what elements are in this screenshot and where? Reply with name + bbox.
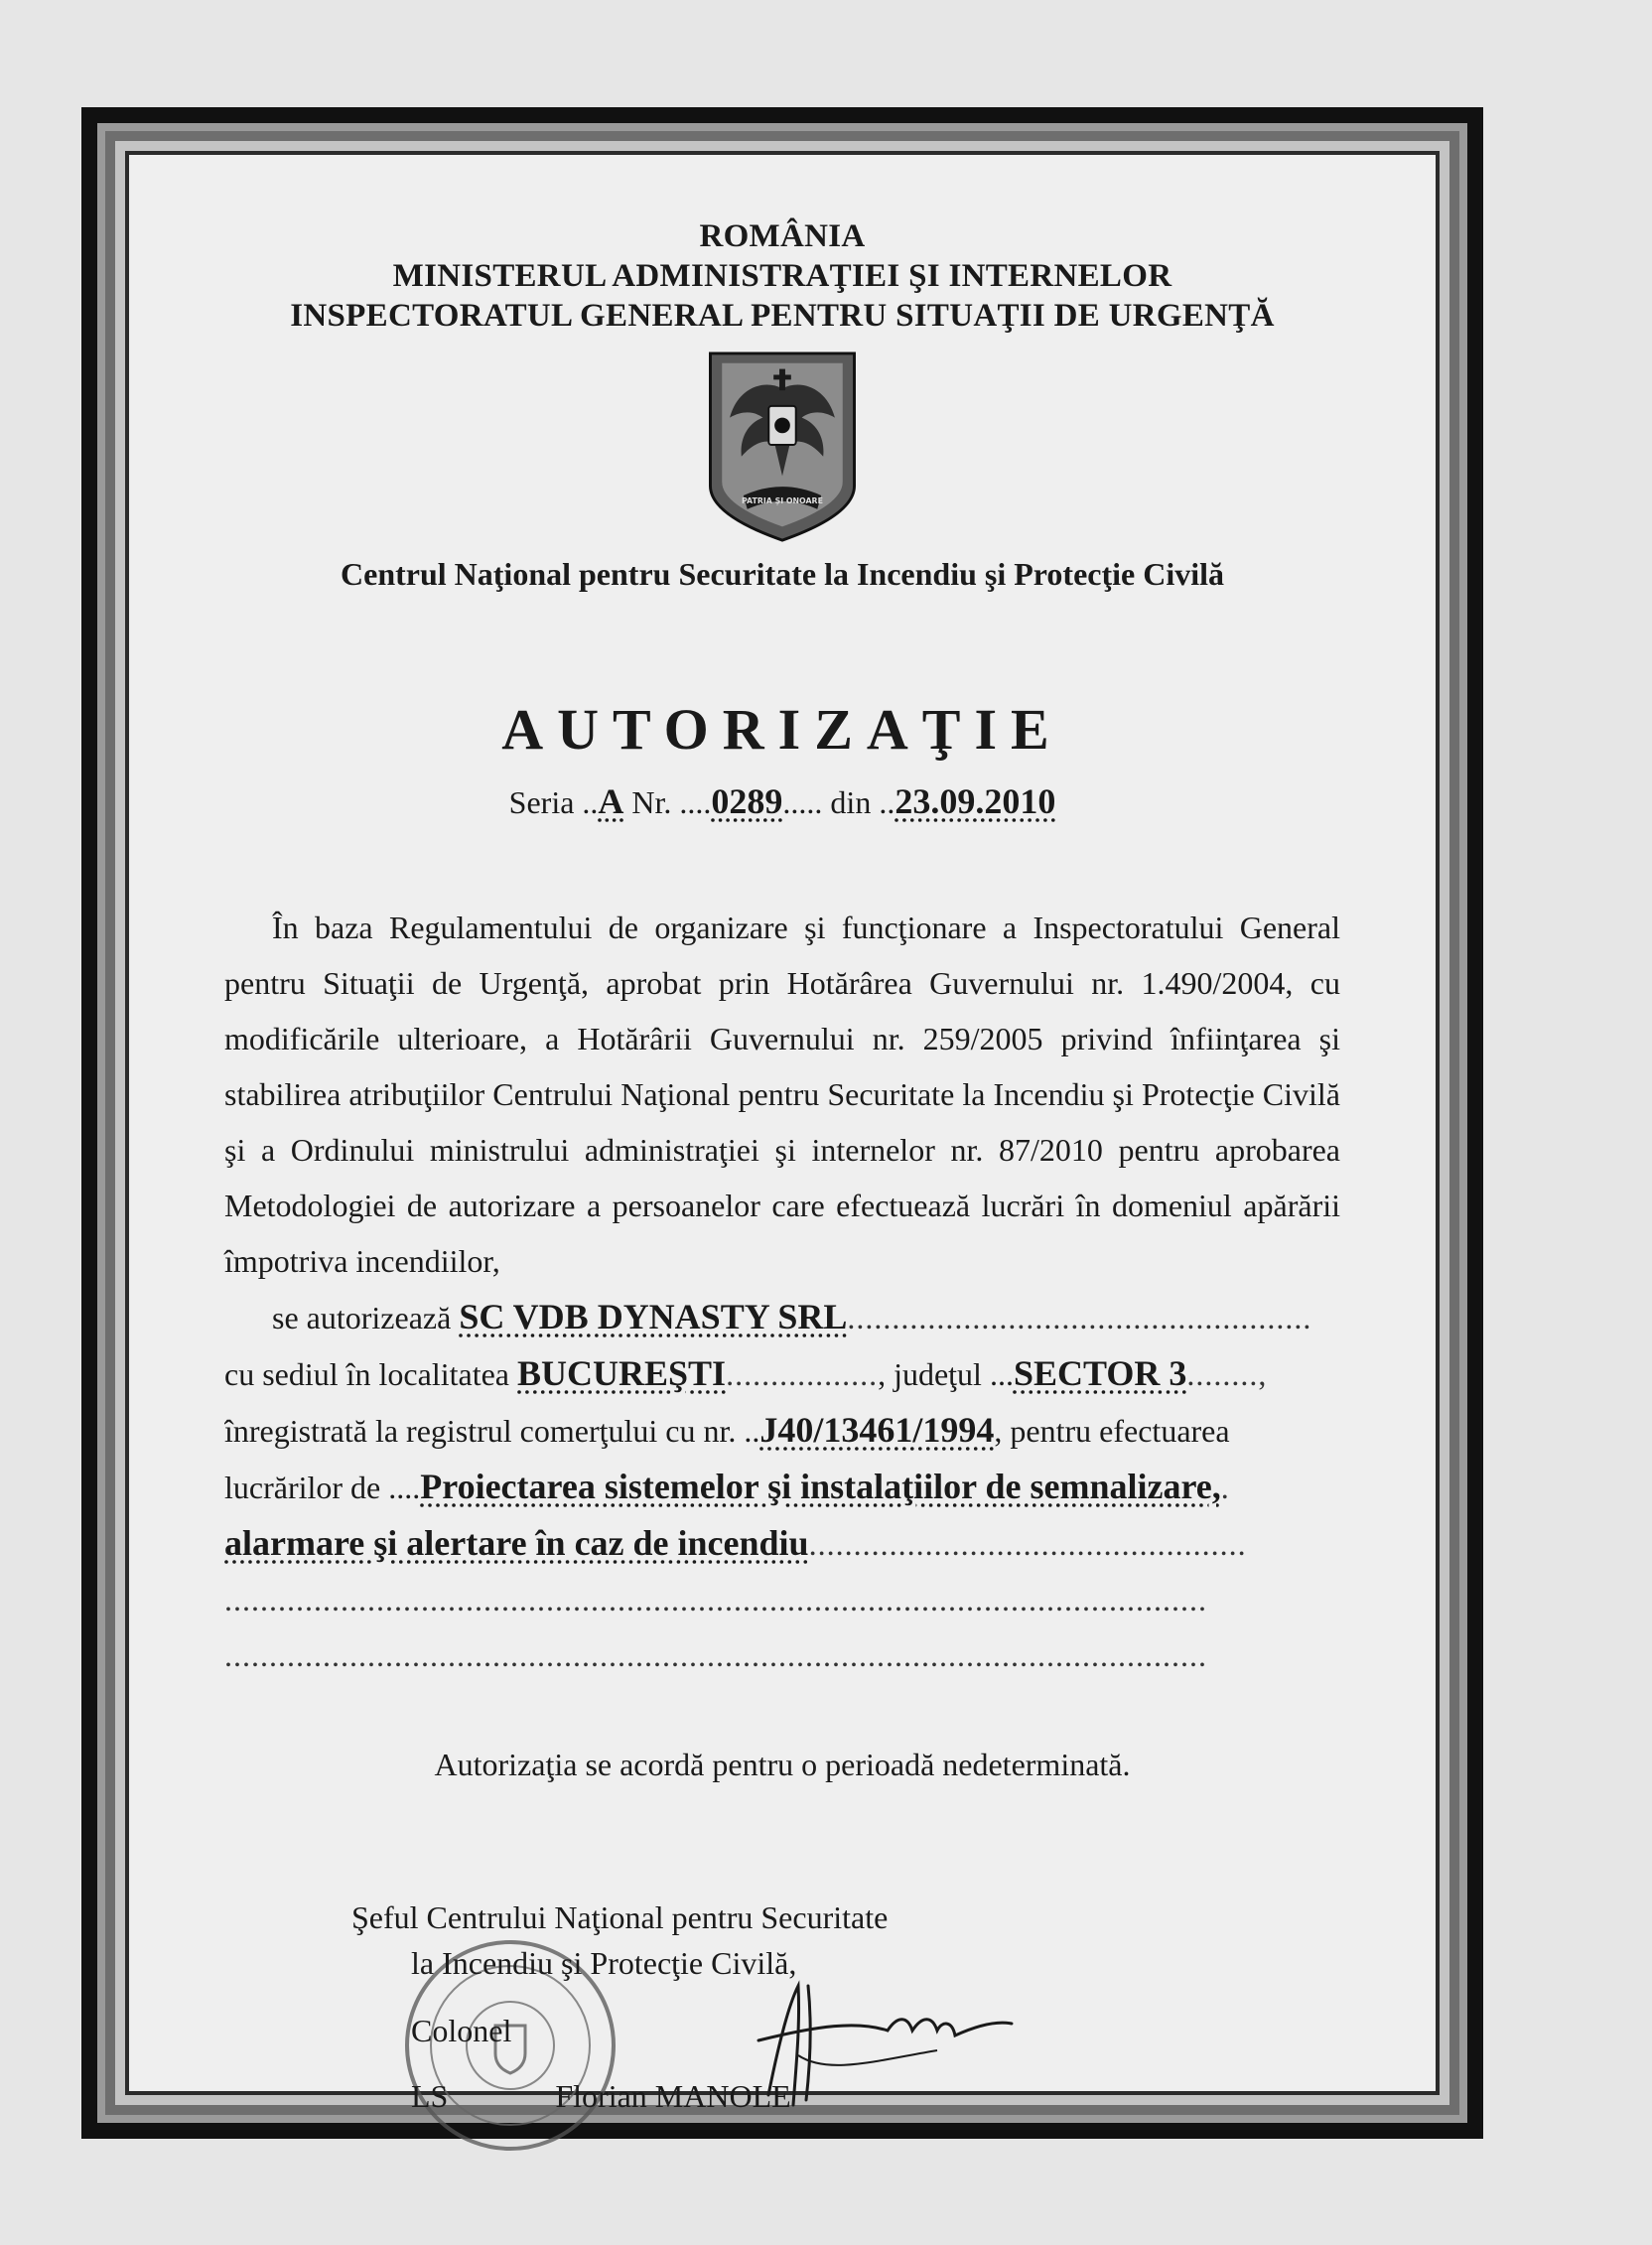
seria-value: A (598, 781, 624, 821)
signatory-name: Florian MANOLE (555, 2078, 791, 2114)
validity-statement: Autorizaţia se acordă pentru o perioadă nedeterminată. (434, 1747, 1131, 1782)
registry-label: înregistrată la registrul comerţului cu nr. .. (224, 1413, 760, 1449)
authorization-fields (224, 1289, 1340, 1683)
header-inspectorate: INSPECTORATUL GENERAL PENTRU SITUAŢII DE URGENŢĂ (290, 298, 1275, 334)
registry-suffix: , pentru efectuarea (994, 1413, 1230, 1449)
registry-row (224, 1402, 1340, 1459)
registry-number: J40/13461/1994 (759, 1410, 995, 1450)
nr-value: 0289 (711, 781, 783, 821)
blank-row-1: .............................................................................................................. (224, 1582, 1207, 1617)
nr-label: Nr. .... (631, 784, 712, 820)
company-name: SC VDB DYNASTY SRL (459, 1297, 848, 1336)
certificate-border-outer (81, 107, 1483, 2139)
authorized-label: se autorizează (272, 1300, 452, 1335)
header-ministry: MINISTERUL ADMINISTRAŢIEI ŞI INTERNELOR (392, 258, 1172, 294)
city-value: BUCUREŞTI (517, 1353, 727, 1393)
certificate-border-middle (105, 131, 1459, 2115)
signatory-rank: Colonel (411, 2013, 512, 2048)
ls-label: LS (411, 2078, 449, 2114)
certificate-border-inner (125, 151, 1440, 2114)
din-label: ..... din .. (782, 784, 895, 820)
signatory-title-line-1: Şeful Centrului Naţional pentru Securitate (351, 1899, 889, 1935)
certificate-page (129, 155, 1436, 2114)
company-row: se autorizează SC VDB DYNASTY SRL.................................................... (272, 1297, 1312, 1336)
works-row-2: alarmare şi alertare în caz de incendiu................................................. (224, 1523, 1247, 1563)
serial-line (224, 780, 1340, 822)
header-country: ROMÂNIA (699, 218, 866, 254)
county-value: SECTOR 3 (1013, 1353, 1187, 1393)
document-title: AUTORIZAŢIE (501, 697, 1063, 762)
works-line-1: Proiectarea sistemelor şi instalaţiilor de semnalizare, (420, 1467, 1221, 1506)
seria-label: Seria .. (508, 784, 599, 820)
county-label: , judeţul ... (878, 1356, 1014, 1392)
seat-row: cu sediul în localitatea BUCUREŞTI................., judeţul ...SECTOR 3........, (224, 1353, 1268, 1393)
works-label: lucrărilor de .... (224, 1470, 421, 1505)
seat-label: cu sediul în localitatea (224, 1356, 509, 1392)
signatory-title-line-2: la Incendiu şi Protecţie Civilă, (411, 1945, 797, 1981)
works-line-2: alarmare şi alertare în caz de incendiu (224, 1523, 809, 1563)
works-row-1: lucrărilor de ....Proiectarea sistemelor şi instalaţiilor de semnalizare,. (224, 1467, 1230, 1506)
signatory-name-line (351, 2073, 1340, 2119)
blank-row-2: .............................................................................................................. (224, 1637, 1207, 1673)
crest-emblem-icon (704, 350, 861, 544)
date-value: 23.09.2010 (895, 781, 1056, 821)
legal-basis-paragraph: În baza Regulamentului de organizare şi funcţionare a Inspectoratului General pentru Situaţii de Urgenţă, aprobat prin Hotărârea Guvernului nr. 1.490/2004, cu modificările ulterioare, a Hotărârii Guvernului nr. 259/2005 privind înfiinţarea şi stabilirea atribuţiilor Centrului Naţional pentru Securitate la Incendiu şi Protecţie Civilă şi a Ordinului ministrului administraţiei şi internelor nr. 87/2010 pentru aprobarea Metodologiei de autorizare a persoanelor care efectuează lucrări în domeniul apărării împotriva incendiilor, (224, 910, 1340, 1279)
crest-motto: PATRIA ȘI ONOARE (742, 495, 823, 505)
issuing-center-name: Centrul Naţional pentru Securitate la Incendiu şi Protecţie Civilă (341, 556, 1224, 592)
signature-block (351, 1894, 1340, 2119)
